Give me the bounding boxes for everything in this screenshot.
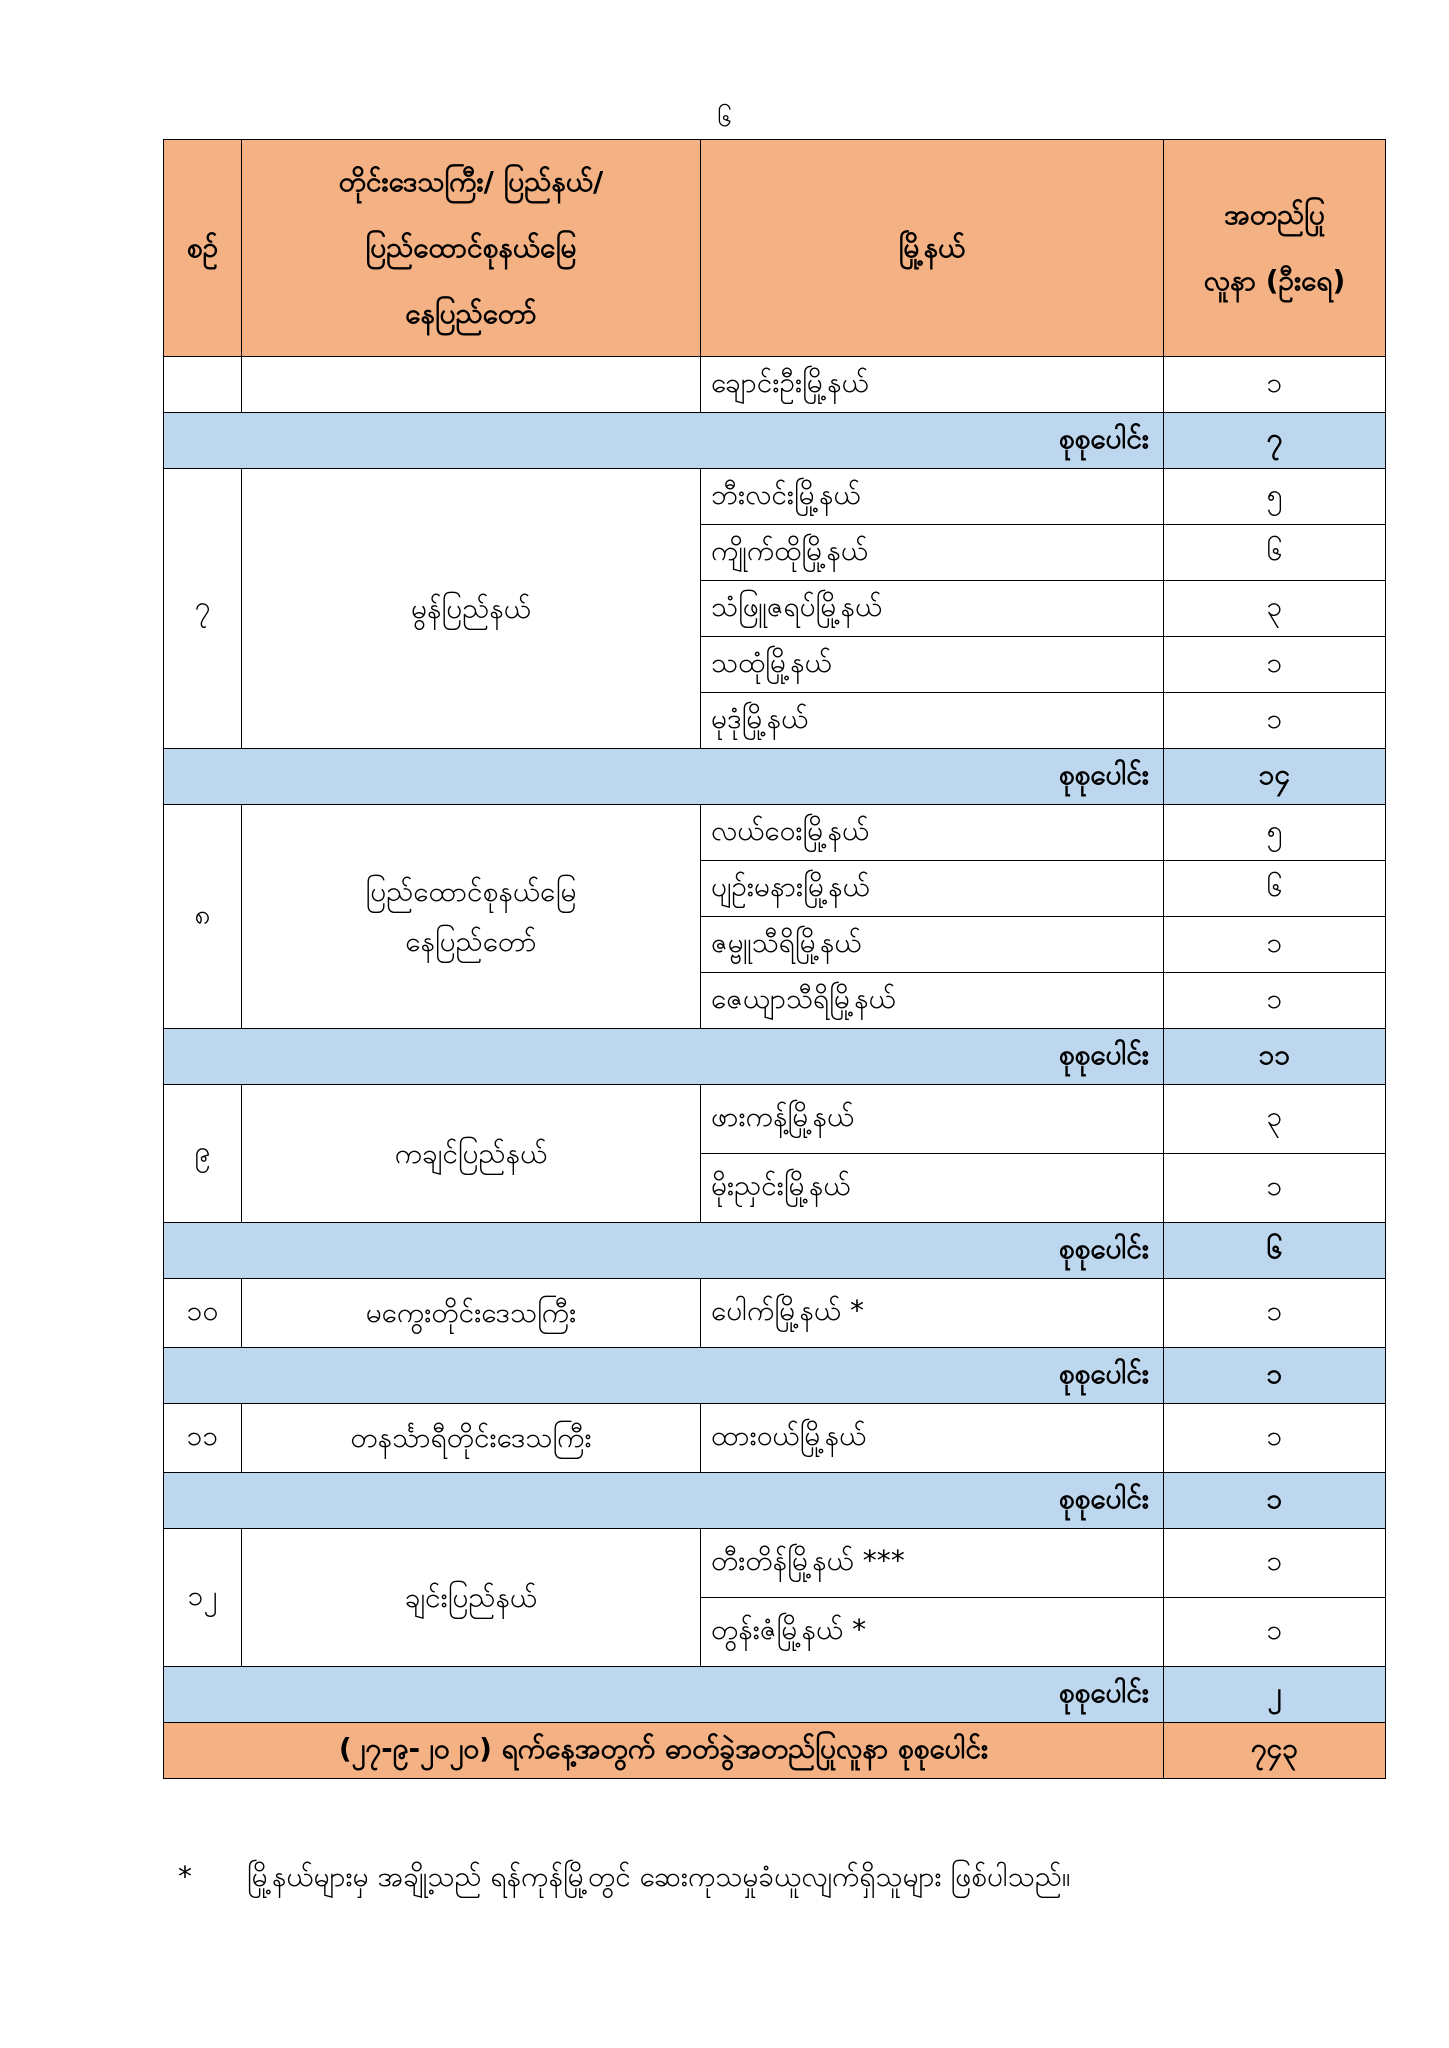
footnote <box>178 1858 1378 1900</box>
header-count-line: အတည်ပြု <box>1224 198 1325 231</box>
cell-no: ၇ <box>164 469 242 749</box>
cell-township: တီးတိန်မြို့နယ် *** <box>701 1529 1164 1598</box>
subtotal-label: စုစုပေါင်း <box>164 1667 1164 1723</box>
cell-count: ၃ <box>1164 1085 1386 1154</box>
region-line: မကွေးတိုင်းဒေသကြီး <box>365 1296 577 1329</box>
cell-count: ၁ <box>1164 1404 1386 1473</box>
cell-no: ၈ <box>164 805 242 1029</box>
cell-township: သထုံမြို့နယ် <box>701 637 1164 693</box>
subtotal-value: ၁ <box>1164 1348 1386 1404</box>
cell-count: ၆ <box>1164 525 1386 581</box>
confirmed-cases-table <box>163 139 1386 1779</box>
cell-township: ဇမ္ဗူသီရိမြို့နယ် <box>701 917 1164 973</box>
region-line: နေပြည်တော် <box>405 924 537 958</box>
subtotal-row <box>164 1223 1386 1279</box>
cell-count: ၁ <box>1164 693 1386 749</box>
cell-township: ပေါက်မြို့နယ် * <box>701 1279 1164 1348</box>
cell-township: ချောင်းဦးမြို့နယ် <box>701 357 1164 413</box>
cell-count: ၁ <box>1164 1279 1386 1348</box>
subtotal-row <box>164 1348 1386 1404</box>
cell-township: သံဖြူဇရပ်မြို့နယ် <box>701 581 1164 637</box>
table-row <box>164 357 1386 413</box>
cell-region <box>242 1279 701 1348</box>
subtotal-value: ၁ <box>1164 1473 1386 1529</box>
subtotal-row <box>164 1667 1386 1723</box>
cell-township: ဇေယျာသီရိမြို့နယ် <box>701 973 1164 1029</box>
subtotal-row <box>164 1029 1386 1085</box>
cell-no-empty <box>164 357 242 413</box>
region-line: ကချင်ပြည်နယ် <box>394 1136 548 1170</box>
cell-no: ၁၂ <box>164 1529 242 1667</box>
subtotal-row <box>164 413 1386 469</box>
subtotal-label: စုစုပေါင်း <box>164 1348 1164 1404</box>
table-row <box>164 1279 1386 1348</box>
table-row <box>164 1529 1386 1598</box>
page-number: ၆ <box>717 103 732 133</box>
header-count <box>1164 140 1386 357</box>
cell-no: ၉ <box>164 1085 242 1223</box>
cell-no: ၁၀ <box>164 1279 242 1348</box>
subtotal-label: စုစုပေါင်း <box>164 1473 1164 1529</box>
grand-total-label: (၂၇-၉-၂၀၂၀) ရက်နေ့အတွက် ဓာတ်ခွဲအတည်ပြုလူနာ စုစုပေါင်း <box>164 1723 1164 1779</box>
cell-count: ၁ <box>1164 1529 1386 1598</box>
subtotal-label: စုစုပေါင်း <box>164 1029 1164 1085</box>
cell-count: ၁ <box>1164 917 1386 973</box>
region-line: တနင်္သာရီတိုင်းဒေသကြီး <box>350 1421 592 1454</box>
subtotal-value: ၁၁ <box>1164 1029 1386 1085</box>
region-line: ချင်းပြည်နယ် <box>404 1580 538 1614</box>
cell-region <box>242 805 701 1029</box>
table-row <box>164 805 1386 861</box>
footnote-mark: * <box>178 1860 192 1893</box>
footnote-text: မြို့နယ်များမှ အချို့သည် ရန်ကုန်မြို့တွင် ဆေးကုသမှုခံယူလျက်ရှိသူများ ဖြစ်ပါသည်။ <box>246 1860 1071 1893</box>
table-row <box>164 1085 1386 1154</box>
cell-count: ၅ <box>1164 805 1386 861</box>
cell-township: ထားဝယ်မြို့နယ် <box>701 1404 1164 1473</box>
cell-region <box>242 1085 701 1223</box>
cell-region-empty <box>242 357 701 413</box>
header-region-line: ပြည်ထောင်စုနယ်မြေ <box>365 231 577 264</box>
cell-township: လယ်ဝေးမြို့နယ် <box>701 805 1164 861</box>
cell-township: ပျဉ်းမနားမြို့နယ် <box>701 861 1164 917</box>
subtotal-value: ၂ <box>1164 1667 1386 1723</box>
subtotal-value: ၁၄ <box>1164 749 1386 805</box>
header-region-line: တိုင်းဒေသကြီး/ ပြည်နယ်/ <box>338 165 604 198</box>
subtotal-row <box>164 1473 1386 1529</box>
cell-township: ဖားကန့်မြို့နယ် <box>701 1085 1164 1154</box>
region-line: ပြည်ထောင်စုနယ်မြေ <box>365 874 577 908</box>
subtotal-label: စုစုပေါင်း <box>164 749 1164 805</box>
cell-township: တွန်းဇံမြို့နယ် * <box>701 1598 1164 1667</box>
header-region-line: နေပြည်တော် <box>405 297 537 330</box>
cell-region <box>242 469 701 749</box>
header-no: စဉ် <box>164 140 242 357</box>
table-header-row <box>164 140 1386 357</box>
cell-township: မုဒုံမြို့နယ် <box>701 693 1164 749</box>
cell-township: ဘီးလင်းမြို့နယ် <box>701 469 1164 525</box>
cell-region <box>242 1529 701 1667</box>
cell-count: ၅ <box>1164 469 1386 525</box>
subtotal-value: ၇ <box>1164 413 1386 469</box>
subtotal-label: စုစုပေါင်း <box>164 413 1164 469</box>
grand-total-row <box>164 1723 1386 1779</box>
table-row <box>164 469 1386 525</box>
cell-region <box>242 1404 701 1473</box>
cell-township: ကျိုက်ထိုမြို့နယ် <box>701 525 1164 581</box>
subtotal-row <box>164 749 1386 805</box>
cell-count: ၁ <box>1164 357 1386 413</box>
cell-count: ၁ <box>1164 1154 1386 1223</box>
cell-count: ၆ <box>1164 861 1386 917</box>
grand-total-value: ၇၄၃ <box>1164 1723 1386 1779</box>
cell-count: ၁ <box>1164 973 1386 1029</box>
cell-count: ၁ <box>1164 637 1386 693</box>
cell-count: ၁ <box>1164 1598 1386 1667</box>
subtotal-label: စုစုပေါင်း <box>164 1223 1164 1279</box>
region-line: မွန်ပြည်နယ် <box>411 591 531 625</box>
header-count-line: လူနာ (ဦးရေ) <box>1203 264 1346 297</box>
cell-no: ၁၁ <box>164 1404 242 1473</box>
cell-township: မိုးညှင်းမြို့နယ် <box>701 1154 1164 1223</box>
cell-count: ၃ <box>1164 581 1386 637</box>
header-township: မြို့နယ် <box>701 140 1164 357</box>
header-region <box>242 140 701 357</box>
table-row <box>164 1404 1386 1473</box>
subtotal-value: ၆ <box>1164 1223 1386 1279</box>
